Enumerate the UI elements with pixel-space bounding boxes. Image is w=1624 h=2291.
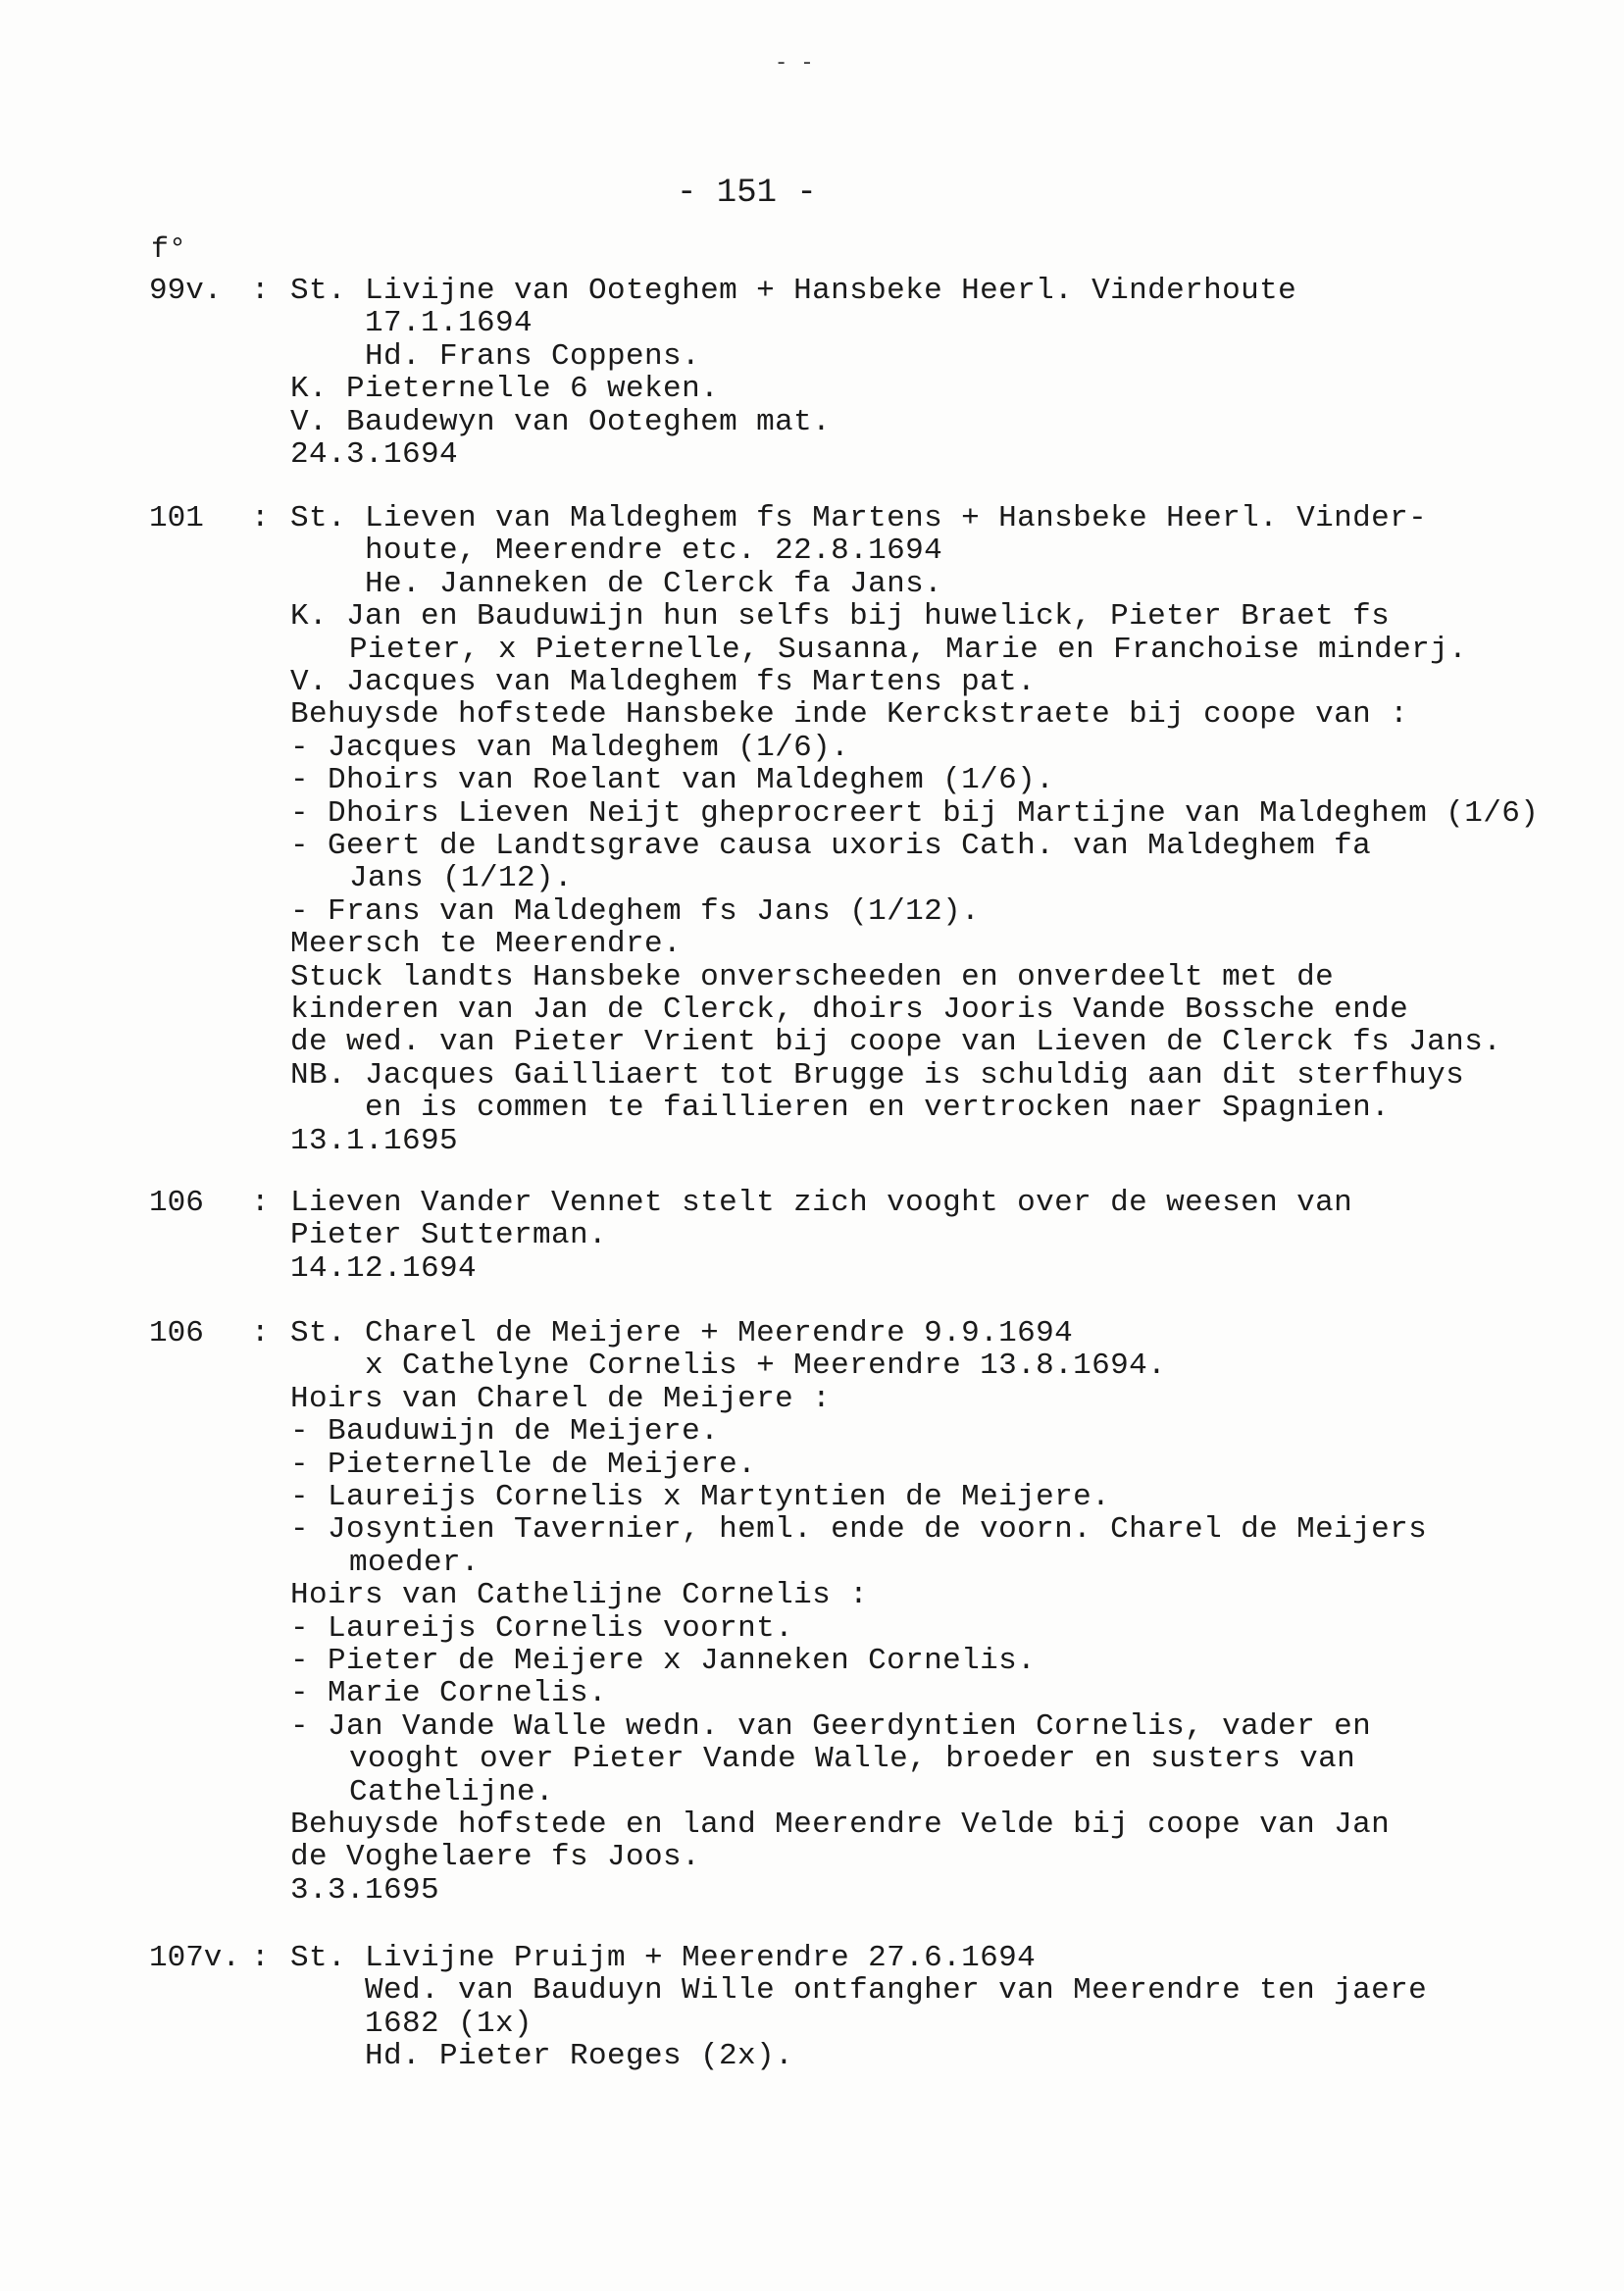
entry-line: houte, Meerendre etc. 22.8.1694 (365, 534, 943, 569)
entry-line: de Voghelaere fs Joos. (290, 1840, 701, 1875)
entry-line: 24.3.1694 (290, 437, 459, 472)
entry-line: Pieter, x Pieternelle, Susanna, Marie en Franchoise minderj. (349, 632, 1468, 667)
entry-folio: 106 (149, 1186, 204, 1220)
entry-line: 1682 (1x) (365, 2006, 533, 2041)
entry-line: 17.1.1694 (365, 306, 533, 341)
entry-line: Behuysde hofstede en land Meerendre Velde bij coope van Jan (290, 1807, 1391, 1842)
top-mark: - - (775, 51, 814, 76)
entry-line: Lieven Vander Vennet stelt zich vooght over de weesen van (290, 1186, 1353, 1220)
entry-line: Behuysde hofstede Hansbeke inde Kerckstraete bij coope van : (290, 697, 1409, 733)
entry-line: - Jacques van Maldeghem (1/6). (290, 730, 850, 765)
entry-line: - Jan Vande Walle wedn. van Geerdyntien Cornelis, vader en (290, 1708, 1372, 1744)
page-number: - 151 - (677, 175, 817, 212)
entry-colon: : (251, 1316, 270, 1350)
entry-line: V. Baudewyn van Ooteghem mat. (290, 404, 832, 439)
entry-line: 14.12.1694 (290, 1250, 478, 1286)
entry-folio: 107v. (149, 1941, 241, 1975)
entry-line: Pieter Sutterman. (290, 1218, 608, 1253)
entry-line: - Bauduwijn de Meijere. (290, 1414, 720, 1450)
entry-line: St. Livijne Pruijm + Meerendre 27.6.1694 (290, 1941, 1037, 1975)
entry-line: kinderen van Jan de Clerck, dhoirs Jooris Vande Bossche ende (290, 993, 1409, 1027)
entry-line: - Dhoirs Lieven Neijt gheprocreert bij Martijne van Maldeghem (1/6) (290, 795, 1540, 831)
entry-line: K. Pieternelle 6 weken. (290, 372, 720, 407)
entry-folio: 101 (149, 501, 204, 535)
entry-line: - Laureijs Cornelis voornt. (290, 1610, 794, 1646)
entry-line: - Pieternelle de Meijere. (290, 1447, 757, 1482)
entry-line: Wed. van Bauduyn Wille ontfangher van Meerendre ten jaere (365, 1973, 1428, 2009)
entry-line: Hoirs van Charel de Meijere : (290, 1381, 832, 1416)
entry-folio: 99v. (149, 274, 223, 308)
folio-header: f° (151, 233, 187, 267)
entry-colon: : (251, 501, 270, 535)
entry-line: - Frans van Maldeghem fs Jans (1/12). (290, 893, 981, 929)
entry-line: K. Jan en Bauduwijn hun selfs bij huwelick, Pieter Braet fs (290, 599, 1391, 635)
entry-line: Meersch te Meerendre. (290, 927, 683, 962)
entry-line: en is commen te faillieren en vertrocken naer Spagnien. (365, 1091, 1391, 1126)
entry-line: moeder. (349, 1545, 481, 1580)
entry-line: de wed. van Pieter Vrient bij coope van Lieven de Clerck fs Jans. (290, 1025, 1502, 1060)
entry-line: Hd. Pieter Roeges (2x). (365, 2039, 794, 2074)
entry-line: He. Janneken de Clerck fa Jans. (365, 566, 943, 601)
entry-line: Cathelijne. (349, 1774, 555, 1809)
entry-line: x Cathelyne Cornelis + Meerendre 13.8.1694. (365, 1349, 1167, 1384)
entry-line: Hoirs van Cathelijne Cornelis : (290, 1578, 869, 1613)
entry-line: V. Jacques van Maldeghem fs Martens pat. (290, 665, 1037, 699)
entry-line: St. Livijne van Ooteghem + Hansbeke Heerl. Vinderhoute (290, 274, 1297, 308)
entry-line: - Geert de Landtsgrave causa uxoris Cath. van Maldeghem fa (290, 829, 1372, 863)
entry-line: St. Lieven van Maldeghem fs Martens + Hansbeke Heerl. Vinder- (290, 501, 1428, 535)
entry-line: St. Charel de Meijere + Meerendre 9.9.1694 (290, 1316, 1074, 1350)
entry-folio: 106 (149, 1316, 204, 1350)
entry-line: 13.1.1695 (290, 1123, 459, 1158)
entry-line: - Marie Cornelis. (290, 1676, 608, 1711)
entry-line: - Josyntien Tavernier, heml. ende de voorn. Charel de Meijers (290, 1512, 1428, 1548)
entry-line: - Dhoirs van Roelant van Maldeghem (1/6). (290, 763, 1055, 798)
entry-line: Jans (1/12). (349, 861, 574, 896)
entry-line: Stuck landts Hansbeke onverscheeden en onverdeelt met de (290, 959, 1335, 994)
entry-line: - Pieter de Meijere x Janneken Cornelis. (290, 1644, 1037, 1678)
entry-colon: : (251, 1941, 270, 1975)
entry-line: NB. Jacques Gailliaert tot Brugge is schuldig aan dit sterfhuys (290, 1057, 1465, 1093)
entry-colon: : (251, 1186, 270, 1220)
entry-colon: : (251, 274, 270, 308)
entry-line: Hd. Frans Coppens. (365, 338, 701, 374)
entry-line: - Laureijs Cornelis x Martyntien de Meijere. (290, 1480, 1111, 1514)
entry-line: 3.3.1695 (290, 1872, 440, 1908)
entry-line: vooght over Pieter Vande Walle, broeder en susters van (349, 1742, 1356, 1777)
